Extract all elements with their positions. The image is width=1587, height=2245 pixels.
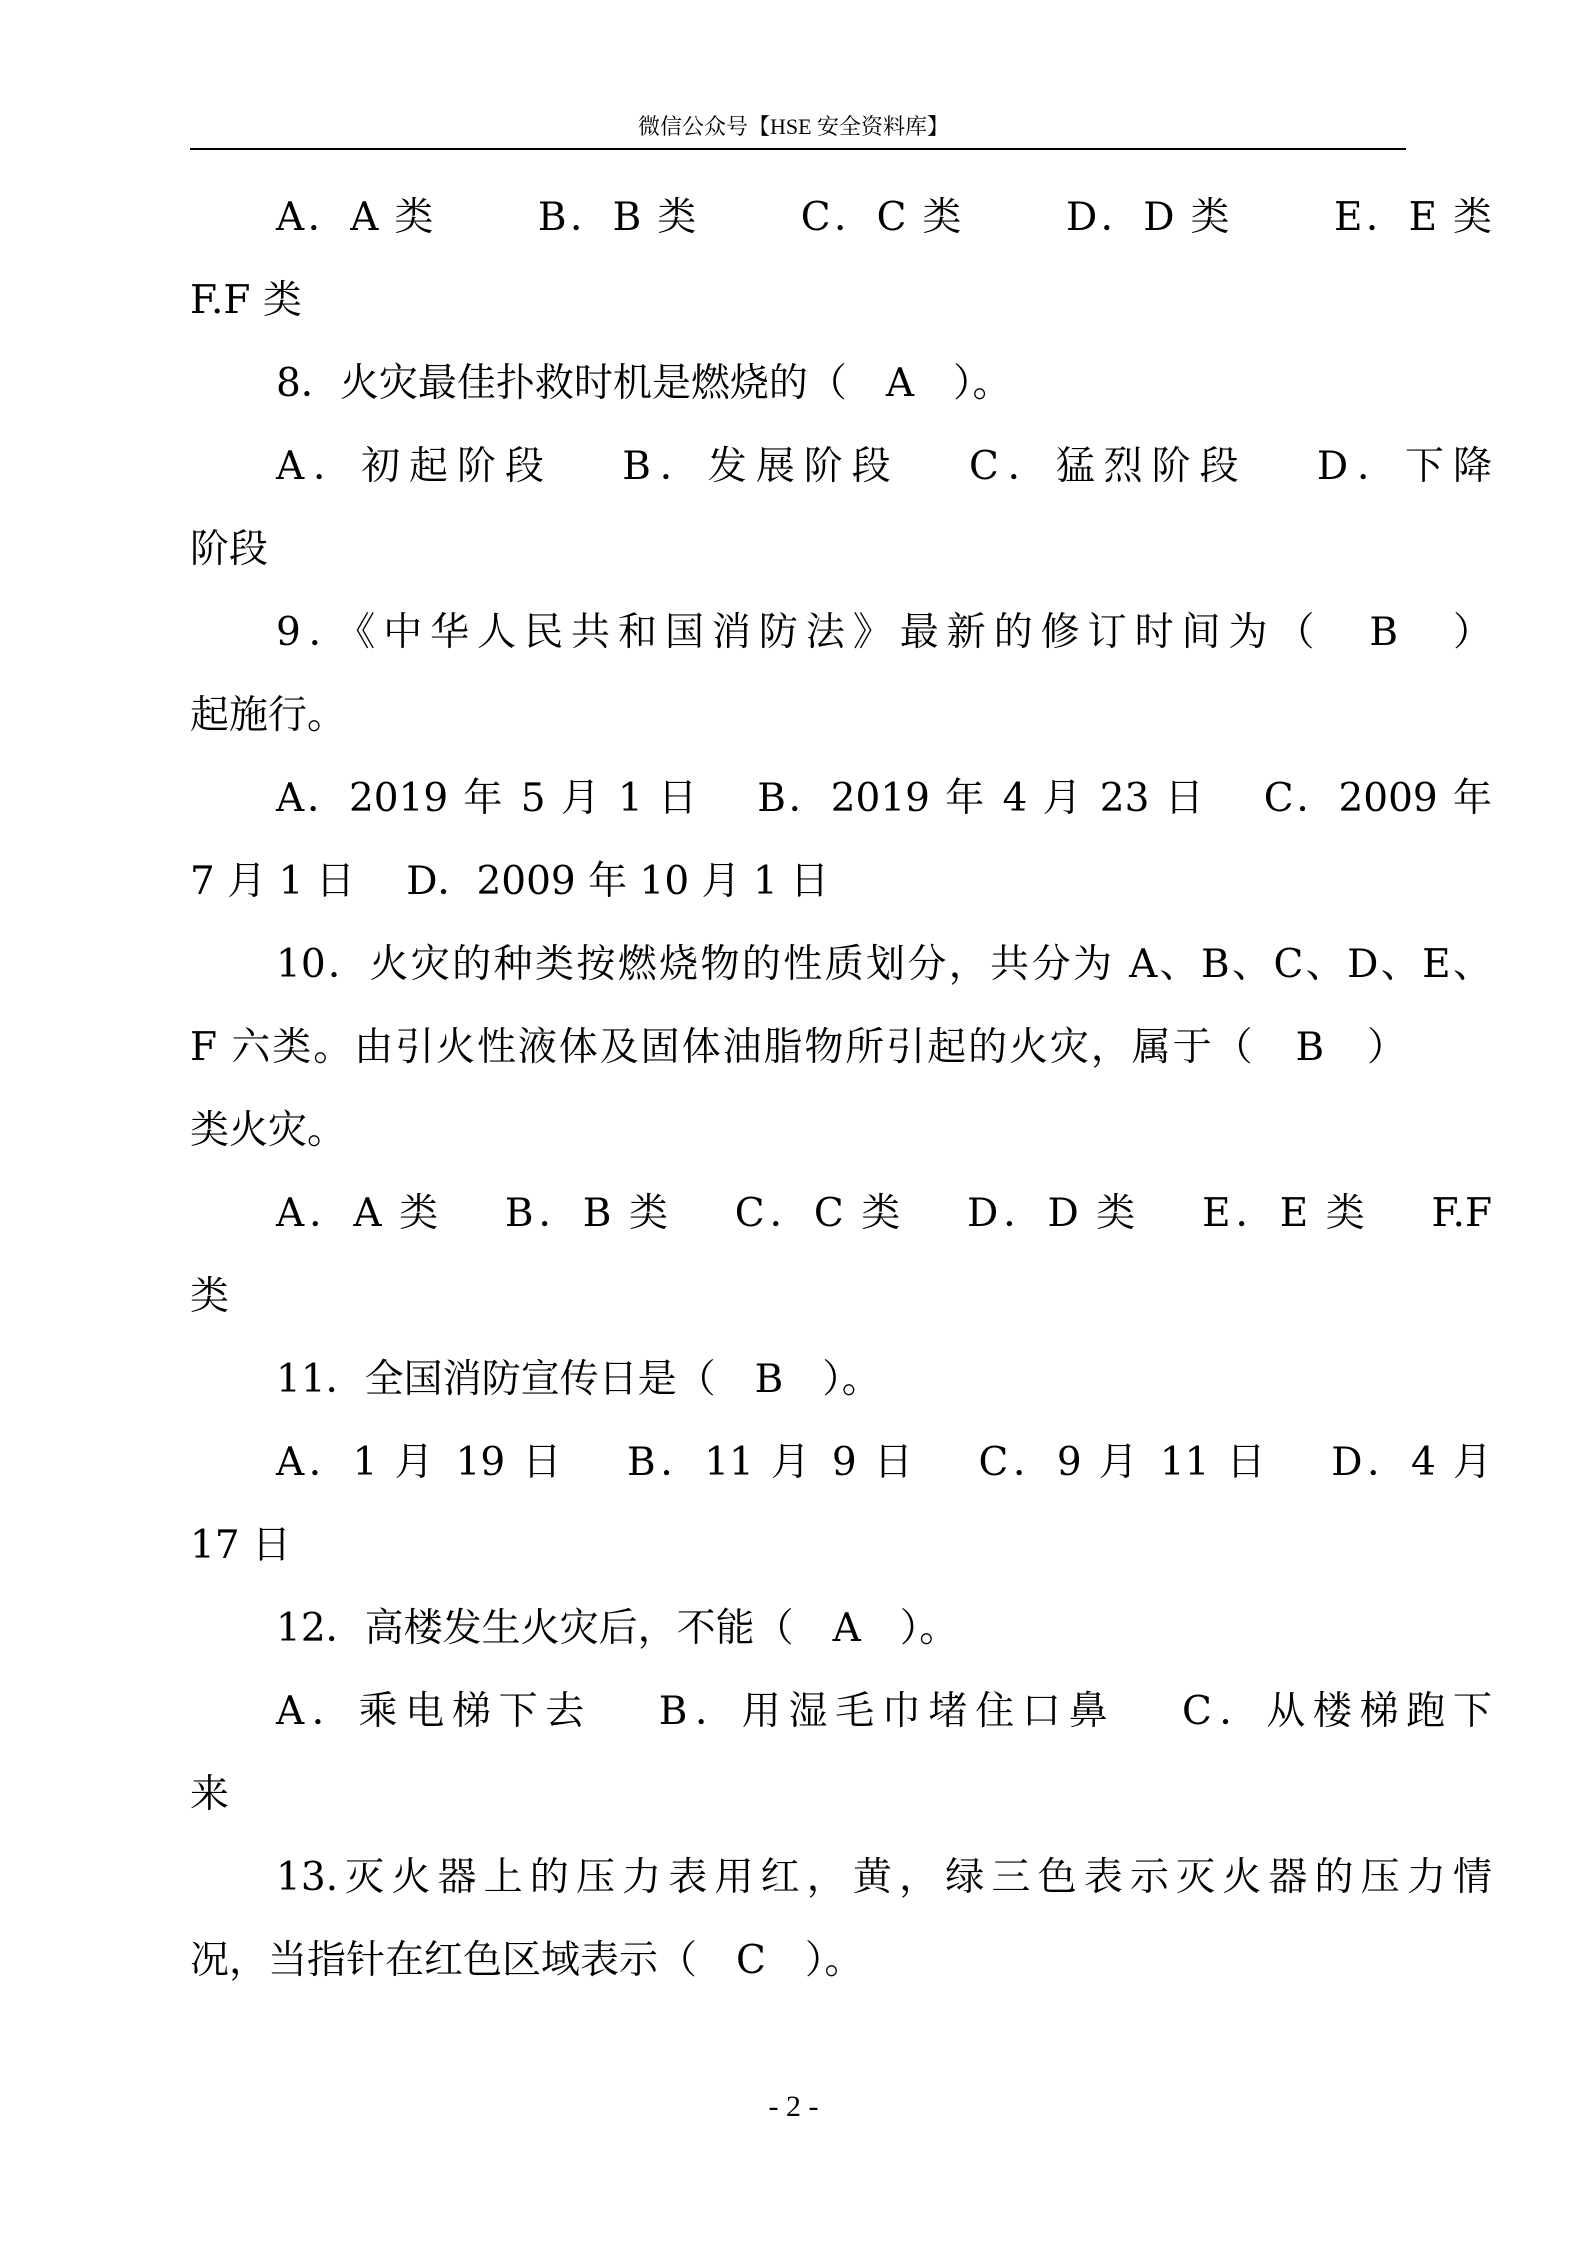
- text-line: 类火灾。: [190, 1108, 347, 1153]
- question-line: 12．高楼发生火灾后，不能（ A ）。: [276, 1606, 959, 1651]
- option-line: A．A 类 B．B 类 C．C 类 D．D 类 E．E 类: [276, 195, 1492, 240]
- option-line: A．乘电梯下去 B．用湿毛巾堵住口鼻 C．从楼梯跑下: [276, 1689, 1492, 1734]
- text-line: 况，当指针在红色区域表示（ C ）。: [190, 1938, 864, 1983]
- question-line: 11．全国消防宣传日是（ B ）。: [276, 1357, 881, 1402]
- text-line: 起施行。: [190, 693, 347, 738]
- text-line: 7 月 1 日 D．2009 年 10 月 1 日: [190, 859, 830, 904]
- question-line: 8．火灾最佳扑救时机是燃烧的（ A ）。: [276, 361, 1012, 406]
- text-line: 阶段: [190, 527, 269, 572]
- text-line: 类: [190, 1274, 230, 1319]
- option-line: A．1 月 19 日 B．11 月 9 日 C．9 月 11 日 D．4 月: [276, 1440, 1492, 1485]
- header-divider: [190, 148, 1406, 150]
- question-line: 13.灭火器上的压力表用红，黄，绿三色表示灭火器的压力情: [276, 1855, 1492, 1900]
- option-line: A．A 类 B．B 类 C．C 类 D．D 类 E．E 类 F.F: [276, 1191, 1492, 1236]
- text-line: F 六类。由引火性液体及固体油脂物所引起的火灾，属于（ B ）: [190, 1025, 1406, 1070]
- header-title: 微信公众号【HSE 安全资料库】: [637, 114, 950, 139]
- text-line: 来: [190, 1772, 230, 1817]
- question-line: 9．《中华人民共和国消防法》最新的修订时间为（ B ）: [276, 610, 1492, 655]
- question-line: 10．火灾的种类按燃烧物的性质划分，共分为 A、B、C、D、E、: [276, 942, 1492, 987]
- page-number: - 2 -: [768, 2090, 819, 2123]
- option-line: A．2019 年 5 月 1 日 B．2019 年 4 月 23 日 C．2009 年: [276, 776, 1492, 821]
- text-line: 17 日: [190, 1523, 292, 1568]
- option-line: A．初起阶段 B．发展阶段 C．猛烈阶段 D．下降: [276, 444, 1492, 489]
- text-line: F.F 类: [190, 278, 302, 323]
